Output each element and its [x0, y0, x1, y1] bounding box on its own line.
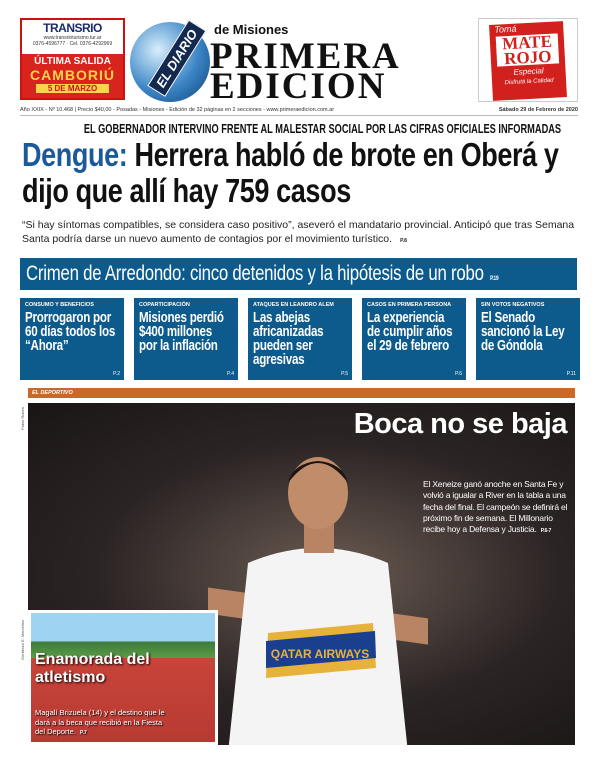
story-box[interactable]: [248, 298, 352, 380]
sports-text: El Xeneize ganó anoche en Santa Fe y volvió a igualar a River en la tabla a una fecha del final. El campeón se definirá el próximo fin de semana. El Millonario recibe hoy a Defensa y Justicia.: [423, 479, 568, 535]
headline-rest: Herrera habló de brote en Oberá y dijo que allí hay 759 casos: [22, 136, 559, 209]
page-ref: P.19: [490, 276, 499, 282]
sponsor-text: QATAR AIRWAYS: [270, 647, 370, 661]
banner-text: Crimen de Arredondo: cinco detenidos y la hipótesis de un robo: [26, 262, 484, 285]
box-headline: Misiones perdió $400 millones por la inflación: [139, 310, 224, 354]
box-headline: El Senado sancionó la Ley de Góndola: [481, 310, 565, 354]
box-kicker: CONSUMO Y BENEFICIOS: [25, 302, 94, 308]
box-headline: La experiencia de cumplir años el 29 de febrero: [367, 310, 453, 354]
ad-line2: CAMBORIÚ: [30, 67, 115, 83]
masthead-sub: de Misiones: [214, 22, 289, 37]
banner-story[interactable]: [20, 258, 577, 290]
page-ref: P.5: [341, 371, 348, 377]
page-ref: P.4: [227, 371, 234, 377]
ad-line3: 5 DE MARZO: [36, 84, 109, 93]
ad-r-line4: Disfrutá la Calidad: [504, 77, 554, 87]
inset-photo-credit: Gentileza E. Marcelino: [20, 619, 25, 660]
sports-summary: [423, 479, 573, 537]
masthead-title-2: EDICION: [210, 66, 387, 107]
headline-key: Dengue:: [22, 136, 128, 173]
ad-r-line3: Especial: [513, 66, 544, 77]
ad-transrio[interactable]: [20, 18, 125, 100]
ad-mate-rojo[interactable]: [478, 18, 578, 102]
inset-title: Enamorada del atletismo: [35, 651, 150, 686]
summary-text: “Si hay síntomas compatibles, se considera caso positivo”, aseveró el mandatario provincial. Anticipó que tras Semana Santa podría darse un nuevo aumento de contagios por el movimiento turístico.: [22, 219, 575, 245]
inset-text: Magalí Brizuela (14) y el destino que le dará a la beca que recibió en la Fiesta del Deporte.: [35, 708, 165, 736]
story-box[interactable]: [362, 298, 466, 380]
page-ref: P.6: [455, 371, 462, 377]
inset-summary: [35, 708, 165, 739]
story-box[interactable]: [20, 298, 124, 380]
edition-date: Sábado 29 de Febrero de 2020: [498, 107, 578, 113]
story-box[interactable]: [476, 298, 580, 380]
page-ref: P.7: [79, 730, 87, 736]
ad-brand: TRANSRIO: [43, 21, 102, 35]
box-kicker: SIN VOTOS NEGATIVOS: [481, 302, 545, 308]
photo-credit: Pablo Rubén: [20, 406, 25, 430]
main-summary: [22, 218, 582, 248]
main-headline[interactable]: [22, 137, 580, 209]
box-kicker: COPARTICIPACIÓN: [139, 302, 190, 308]
section-bar: EL DEPORTIVO: [28, 388, 575, 398]
page-ref: P.8: [400, 238, 407, 244]
box-headline: Las abejas africanizadas pueden ser agresivas: [253, 310, 324, 368]
banner-line: [26, 262, 498, 286]
box-headline: Prorrogaron por 60 días todos los “Ahora”: [25, 310, 116, 354]
page-ref: P.2: [113, 371, 120, 377]
masthead-title-1: PRIMERA: [210, 36, 401, 77]
inset-story[interactable]: [28, 610, 218, 745]
page-ref: P.11: [566, 371, 576, 377]
ad-line1: ÚLTIMA SALIDA: [34, 56, 111, 67]
masthead-badge: EL DIARIO: [147, 20, 206, 97]
ad-r-line2: MATE ROJO: [496, 33, 559, 66]
story-box[interactable]: [134, 298, 238, 380]
box-kicker: ATAQUES EN LEANDRO ALEM: [253, 302, 334, 308]
page-ref: P.6-7: [540, 528, 552, 535]
box-kicker: CASOS EN PRIMERA PERSONA: [367, 302, 452, 308]
ad-phones: 0376-4596777 · Cel. 0376-4292969: [32, 41, 113, 47]
player-illustration: [208, 453, 428, 745]
main-kicker: EL GOBERNADOR INTERVINO FRENTE AL MALESTAR SOCIAL POR LAS CIFRAS OFICIALES INFORMADAS: [83, 122, 562, 136]
ad-r-line1: Tomá: [494, 23, 517, 35]
sports-title: Boca no se baja: [353, 408, 567, 440]
edition-details: Año XXIX - Nº 10.468 | Precio $40,00 - Posadas - Misiones - Edición de 32 páginas en 2 secciones - www.primeraedicion.com.ar: [20, 107, 335, 113]
ad-web: www.transrioturismo.tur.ar: [43, 35, 102, 41]
edition-info: [20, 107, 578, 116]
